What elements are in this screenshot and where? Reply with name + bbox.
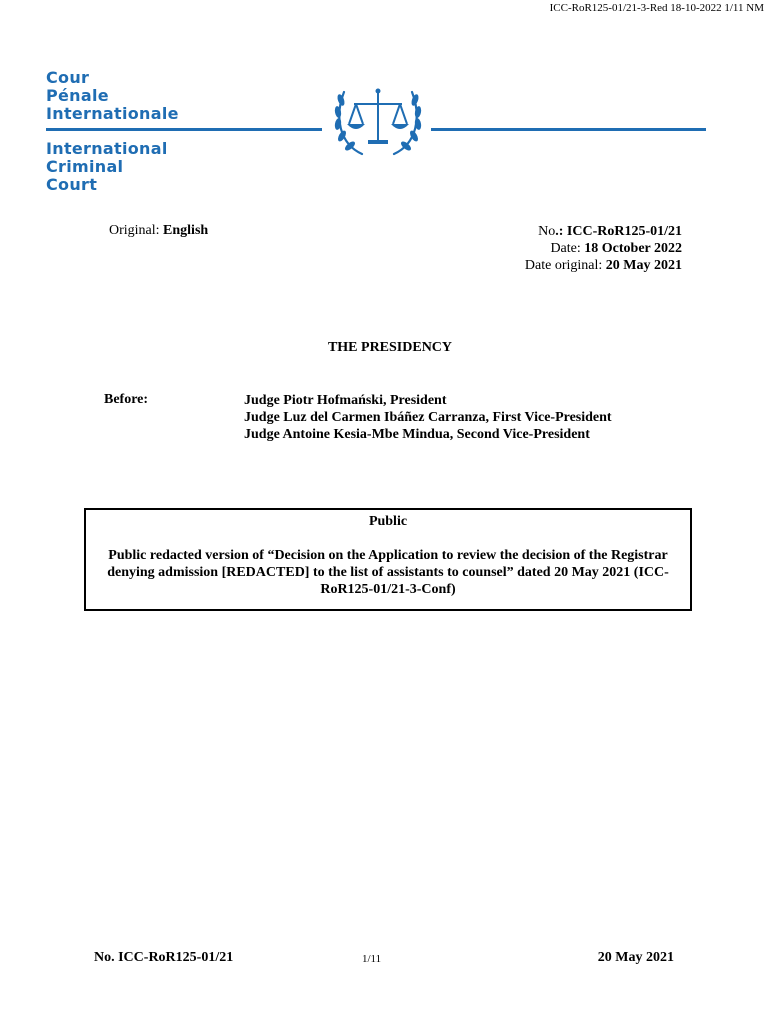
- original-language-label: Original:: [109, 223, 164, 238]
- original-date-value: 20 May 2021: [605, 258, 682, 273]
- judge-entry: Judge Luz del Carmen Ibáñez Carranza, First Vice-President: [244, 410, 612, 425]
- judge-entry: Judge Antoine Kesia-Mbe Mindua, Second Vice-President: [244, 427, 590, 442]
- case-number: [525, 223, 682, 240]
- footer-page-number: 1/11: [362, 953, 382, 965]
- judge-entry: Judge Piotr Hofmański, President: [244, 393, 447, 408]
- header-rule-left: [46, 128, 322, 131]
- title-box: [84, 508, 692, 611]
- classification-label: Public: [368, 514, 408, 529]
- court-name-line: Criminal: [46, 157, 124, 176]
- scales-of-justice-laurel-icon: [332, 84, 424, 160]
- document-title: Public redacted version of “Decision on the Application to review the decision of the Registrar denying admission [REDACTED] to the list of assistants to counsel” dated 20 May 2021 (ICC-RoR125-01/21-3-Conf): [107, 548, 669, 597]
- before-label: Before:: [104, 392, 149, 407]
- case-number-label: No: [538, 224, 556, 239]
- header-rule-right: [431, 128, 706, 131]
- judges-list: [244, 392, 612, 443]
- document-stamp: ICC-RoR125-01/21-3-Red 18-10-2022 1/11 NM: [549, 2, 764, 14]
- court-name-line: Internationale: [46, 104, 179, 123]
- court-name-line: Court: [46, 175, 98, 194]
- court-name-french: [46, 69, 179, 123]
- document-date: [525, 240, 682, 257]
- court-name-line: Cour: [46, 68, 90, 87]
- footer-date: 20 May 2021: [597, 950, 674, 965]
- chamber-heading: THE PRESIDENCY: [327, 340, 453, 355]
- case-number-value: .: ICC-RoR125-01/21: [555, 224, 682, 239]
- original-language-value: English: [163, 223, 209, 238]
- original-date-label: Date original:: [524, 258, 606, 273]
- document-date-value: 18 October 2022: [584, 241, 682, 256]
- court-name-line: Pénale: [46, 86, 109, 105]
- original-date: [525, 257, 682, 274]
- original-language: [109, 223, 208, 239]
- court-name-english: [46, 140, 168, 194]
- document-date-label: Date:: [550, 241, 585, 256]
- court-name-line: International: [46, 139, 168, 158]
- document-meta: [525, 223, 682, 274]
- footer-case-number: No. ICC-RoR125-01/21: [94, 950, 234, 965]
